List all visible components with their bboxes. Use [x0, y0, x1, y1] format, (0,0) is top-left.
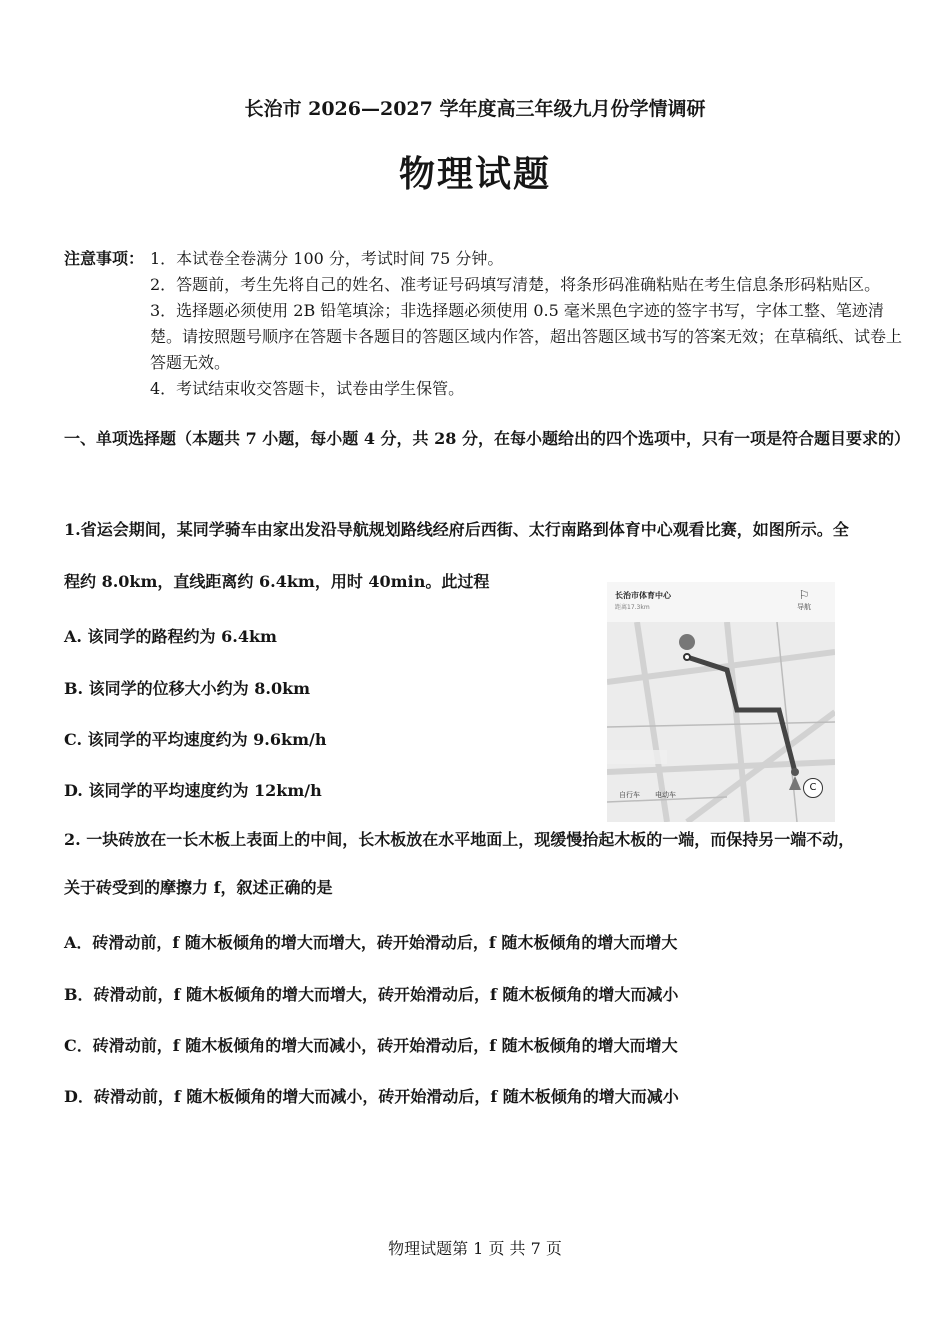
notes-label: 注意事项：	[64, 249, 145, 268]
map-area	[607, 622, 835, 822]
q1-option-c: C. 该同学的平均速度约为 9.6km/h	[64, 730, 327, 749]
map-nav-button	[791, 588, 817, 614]
note-item-4: 4．考试结束收交答题卡，试卷由学生保管。	[150, 379, 465, 398]
note-item-2: 2．答题前，考生先将自己的姓名、准考证号码填写清楚，将条形码准确粘贴在考生信息条形码粘贴区。	[150, 275, 881, 294]
q1-option-d: D. 该同学的平均速度约为 12km/h	[64, 781, 322, 800]
q1-option-b: B. 该同学的位移大小约为 8.0km	[64, 679, 311, 698]
q1-stem-line1: 1.省运会期间，某同学骑车由家出发沿导航规划路线经府后西街、太行南路到体育中心观看比赛，如图所示。全	[64, 520, 849, 539]
note-item-1: 1．本试卷全卷满分 100 分，考试时间 75 分钟。	[150, 249, 504, 268]
compass-icon: C	[803, 778, 823, 798]
q2-option-b: B．砖滑动前，f 随木板倾角的增大而增大，砖开始滑动后，f 随木板倾角的增大而减小	[64, 985, 679, 1004]
map-label-ebike: 电动车	[655, 791, 676, 799]
note-item-3: 3．选择题必须使用 2B 铅笔填涂；非选择题必须使用 0.5 毫米黑色字迹的签字书写，字体工整、笔迹清楚。请按照题号顺序在答题卡各题目的答题区域内作答，超出答题区域书写的答案无效；在草稿纸、试卷上答题无效。	[150, 301, 903, 372]
q2-option-a: A．砖滑动前，f 随木板倾角的增大而增大，砖开始滑动后，f 随木板倾角的增大而增大	[64, 933, 678, 952]
map-nav-label: 导航	[797, 603, 811, 611]
q2-stem-line1: 2. 一块砖放在一长木板上表面上的中间，长木板放在水平地面上，现缓慢抬起木板的一端，而保持另一端不动，	[64, 830, 855, 849]
map-label-bicycle: 自行车	[619, 791, 640, 799]
q1-option-a: A. 该同学的路程约为 6.4km	[64, 627, 277, 646]
page-footer: 物理试题第 1 页 共 7 页	[388, 1239, 562, 1258]
q2-option-d: D．砖滑动前，f 随木板倾角的增大而减小，砖开始滑动后，f 随木板倾角的增大而减小	[64, 1087, 679, 1106]
exam-title: 物理试题	[398, 153, 551, 195]
nav-icon: ⚐	[798, 588, 810, 602]
map-drawing	[607, 622, 835, 822]
section-heading: 一、单项选择题（本题共 7 小题，每小题 4 分，共 28 分，在每小题给出的四个选项中，只有一项是符合题目要求的）	[64, 429, 910, 448]
route-map-figure	[607, 582, 835, 822]
map-title: 长治市体育中心	[615, 591, 671, 600]
map-subtitle: 距离17.3km	[615, 604, 650, 611]
start-marker-icon	[679, 634, 695, 650]
q2-stem-line2: 关于砖受到的摩擦力 f，叙述正确的是	[64, 878, 333, 897]
q1-stem-line2: 程约 8.0km，直线距离约 6.4km，用时 40min。此过程	[64, 572, 490, 591]
exam-header: 长治市 2026—2027 学年度高三年级九月份学情调研	[244, 98, 706, 120]
q2-option-c: C．砖滑动前，f 随木板倾角的增大而减小，砖开始滑动后，f 随木板倾角的增大而增大	[64, 1036, 678, 1055]
